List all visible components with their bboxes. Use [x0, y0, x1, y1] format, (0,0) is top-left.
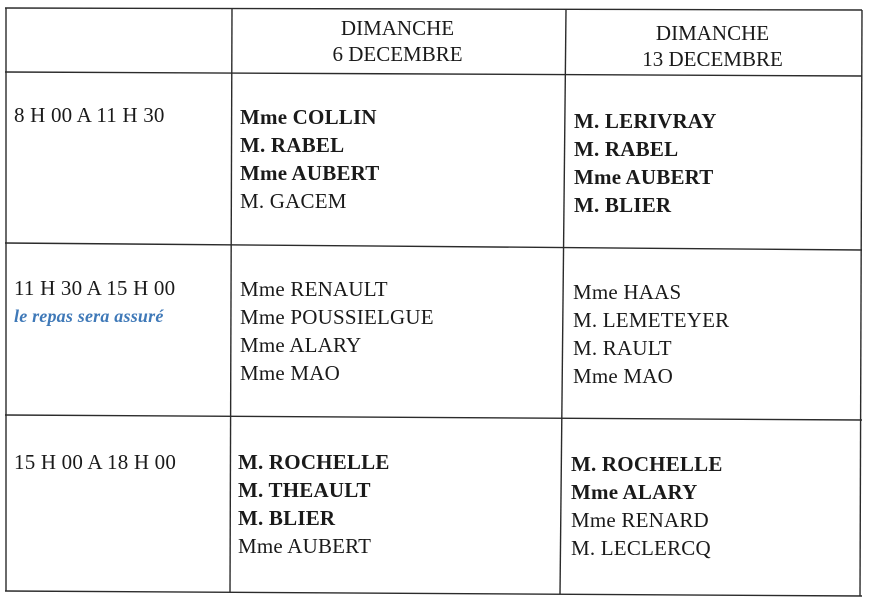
assignee-list — [573, 278, 729, 390]
grid-line-header-bottom — [5, 72, 862, 76]
time-slot: 11 H 30 A 15 H 00 — [14, 276, 176, 300]
header-col1 — [235, 15, 560, 67]
assignee: M. RAULT — [573, 336, 672, 360]
header-col1-date: 6 DECEMBRE — [332, 42, 463, 66]
assignee: M. BLIER — [238, 506, 336, 530]
grid-line-right — [860, 10, 862, 596]
grid-line-row2-bottom — [5, 415, 862, 420]
time-slot: 8 H 00 A 11 H 30 — [14, 103, 165, 127]
assignee: M. LERIVRAY — [574, 109, 717, 133]
assignee-list — [571, 450, 723, 562]
assignee: Mme HAAS — [573, 280, 682, 304]
header-col2 — [565, 20, 860, 72]
assignee: Mme RENAULT — [240, 277, 388, 301]
assignee: Mme POUSSIELGUE — [240, 305, 434, 329]
grid-line-col2 — [560, 10, 566, 594]
meal-note: le repas sera assuré — [14, 306, 164, 326]
assignee-list — [240, 103, 380, 215]
assignee-list — [240, 275, 434, 387]
assignee: M. GACEM — [240, 189, 347, 213]
assignee: Mme AUBERT — [238, 534, 372, 558]
grid-line-top — [5, 8, 862, 10]
assignee: Mme RENARD — [571, 508, 709, 532]
header-col2-day: DIMANCHE — [655, 21, 770, 45]
time-slot: 15 H 00 A 18 H 00 — [14, 450, 177, 474]
assignee: Mme AUBERT — [240, 161, 380, 185]
assignee: Mme COLLIN — [240, 105, 377, 129]
assignee: Mme ALARY — [240, 333, 362, 357]
assignee: M. RABEL — [574, 137, 679, 161]
assignee: M. BLIER — [574, 193, 672, 217]
assignee: Mme AUBERT — [574, 165, 714, 189]
assignee-list — [574, 107, 717, 219]
header-col1-day: DIMANCHE — [340, 16, 455, 40]
header-col2-date: 13 DECEMBRE — [642, 47, 783, 71]
assignee: Mme ALARY — [571, 480, 698, 504]
grid-line-col1 — [230, 9, 232, 592]
assignee: M. LEMETEYER — [573, 308, 730, 332]
time-slot-cell — [14, 274, 175, 330]
assignee: M. LECLERCQ — [571, 536, 711, 560]
assignee: Mme MAO — [573, 364, 673, 388]
time-slot-cell — [14, 101, 165, 129]
assignee: Mme MAO — [240, 361, 340, 385]
grid-line-row1-bottom — [5, 243, 862, 250]
assignee: M. RABEL — [240, 133, 345, 157]
assignee: M. ROCHELLE — [571, 452, 723, 476]
grid-line-bottom — [5, 591, 862, 596]
assignee: M. ROCHELLE — [238, 450, 390, 474]
assignee-list — [238, 448, 390, 560]
assignee: M. THEAULT — [238, 478, 371, 502]
time-slot-cell — [14, 448, 176, 476]
